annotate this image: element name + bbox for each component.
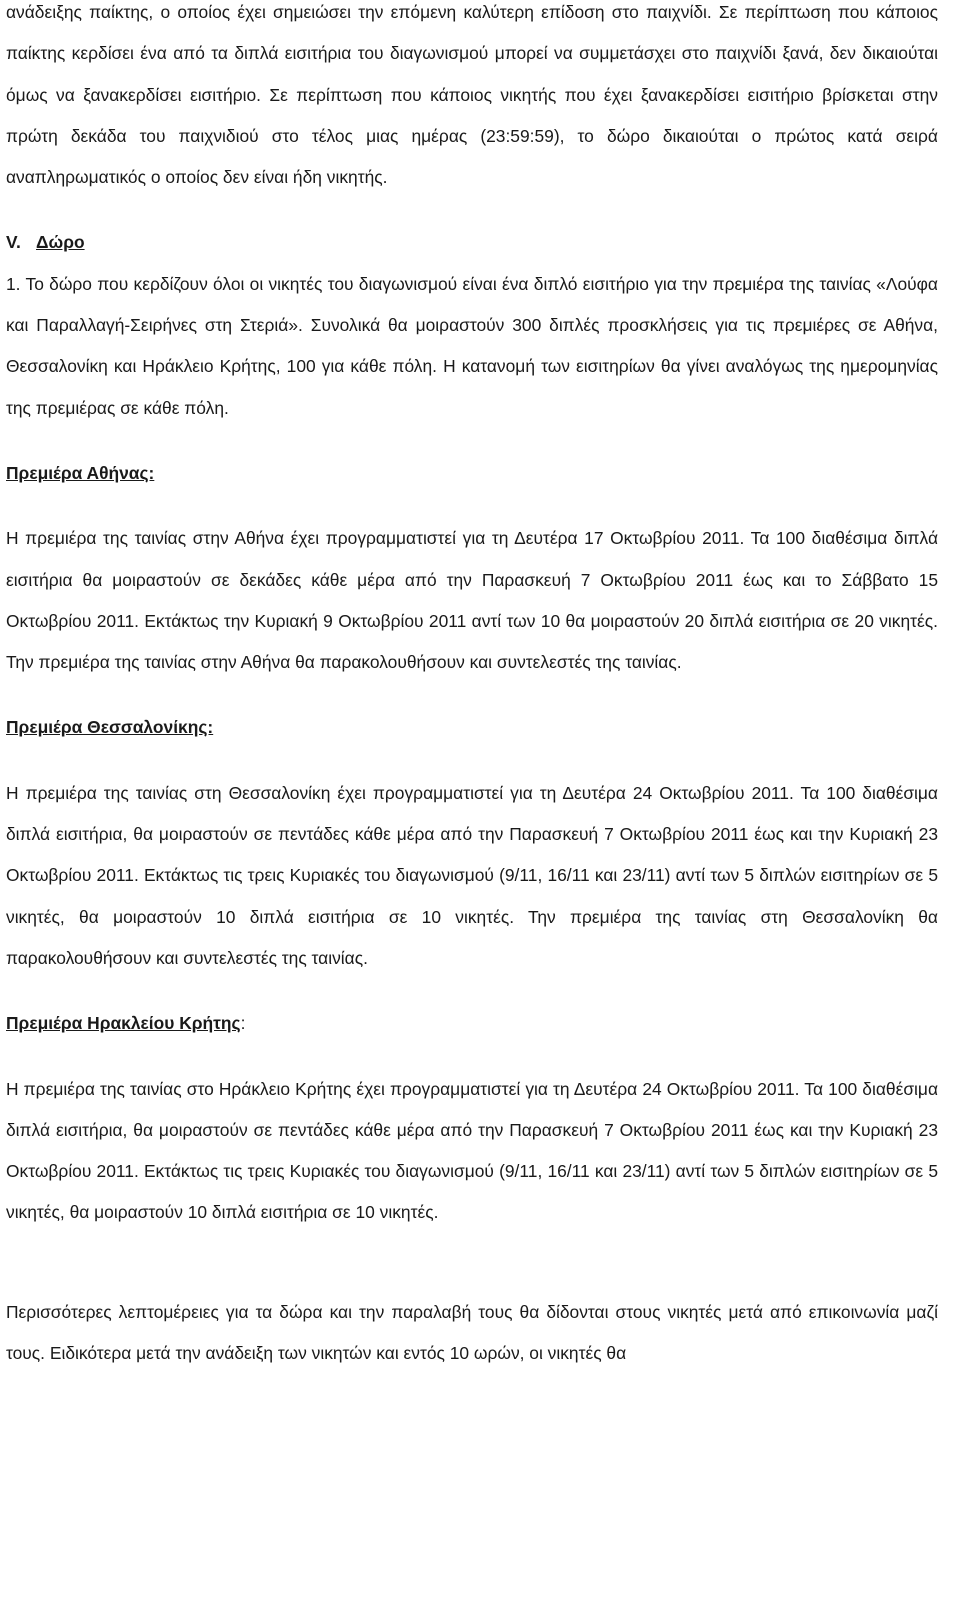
thessaloniki-heading: Πρεμιέρα Θεσσαλονίκης: [6,717,214,738]
prize-paragraph: 1. Το δώρο που κερδίζουν όλοι οι νικητές του διαγωνισμού είναι ένα διπλό εισιτήριο για την πρεμιέρα της ταινίας «Λούφα και Παραλλαγή-Σειρήνες στη Στεριά». Συνολικά θα μοιραστούν 300 διπλές προσκλήσεις για τις πρεμιέρες σε Αθήνα, Θεσσαλονίκη και Ηράκλειο Κρήτης, 100 για κάθε πόλη. Η κατανομή των εισιτηρίων θα γίνει αναλόγως της ημερομηνίας της πρεμιέρας σε κάθε πόλη. [6,273,938,418]
section-number: V. [6,232,21,253]
thessaloniki-paragraph: Η πρεμιέρα της ταινίας στη Θεσσαλονίκη έχει προγραμματιστεί για τη Δευτέρα 24 Οκτωβρίου 2011. Τα 100 διαθέσιμα διπλά εισιτήρια, θα μοιραστούν σε πεντάδες κάθε μέρα από την Παρασκευή 7 Οκτωβρίου 2011 έως και την Κυριακή 23 Οκτωβρίου 2011. Εκτάκτως τις τρεις Κυριακές του διαγωνισμού (9/11, 16/11 και 23/11) αντί των 5 διπλών εισιτηρίων σε 5 νικητές, θα μοιραστούν 10 διπλά εισιτήρια σε 10 νικητές. Την πρεμιέρα της ταινίας στη Θεσσαλονίκη θα παρακολουθήσουν και συντελεστές της ταινίας. [6,782,938,968]
intro-paragraph: ανάδειξης παίκτης, ο οποίος έχει σημειώσει την επόμενη καλύτερη επίδοση στο παιχνίδι. Σε περίπτωση που κάποιος παίκτης κερδίσει ένα από τα διπλά εισιτήρια του διαγωνισμού μπορεί να συμμετάσχει στο παιχνίδι ξανά, δεν δικαιούται όμως να ξανακερδίσει εισιτήριο. Σε περίπτωση που κάποιος νικητής που έχει ξανακερδίσει εισιτήριο βρίσκεται στην πρώτη δεκάδα του παιχνιδιού στο τέλος μιας ημέρας (23:59:59), το δώρο δικαιούται ο πρώτος κατά σειρά αναπληρωματικός ο οποίος δεν είναι ήδη νικητής. [6,2,938,188]
closing-paragraph: Περισσότερες λεπτομέρειες για τα δώρα και την παραλαβή τους θα δίδονται στους νικητές μετά από επικοινωνία μαζί τους. Ειδικότερα μετά την ανάδειξη των νικητών και εντός 10 ωρών, οι νικητές θα [6,1301,938,1364]
document-page [6,0,938,1374]
heraklion-heading-line [6,1003,938,1044]
section-title: Δώρο [36,232,85,253]
section-heading [6,222,938,263]
heraklion-heading: Πρεμιέρα Ηρακλείου Κρήτης [6,1013,241,1034]
heraklion-heading-colon: : [240,1013,246,1034]
athens-paragraph: Η πρεμιέρα της ταινίας στην Αθήνα έχει προγραμματιστεί για τη Δευτέρα 17 Οκτωβρίου 2011. Τα 100 διαθέσιμα διπλά εισιτήρια θα μοιραστούν σε δεκάδες κάθε μέρα από την Παρασκευή 7 Οκτωβρίου 2011 έως και το Σάββατο 15 Οκτωβρίου 2011. Εκτάκτως την Κυριακή 9 Οκτωβρίου 2011 αντί των 10 θα μοιραστούν 20 διπλά εισιτήρια σε 20 νικητές. Την πρεμιέρα της ταινίας στην Αθήνα θα παρακολουθήσουν και συντελεστές της ταινίας. [6,528,938,673]
athens-heading: Πρεμιέρα Αθήνας: [6,462,155,483]
heraklion-paragraph: Η πρεμιέρα της ταινίας στο Ηράκλειο Κρήτης έχει προγραμματιστεί για τη Δευτέρα 24 Οκτωβρίου 2011. Τα 100 διαθέσιμα διπλά εισιτήρια, θα μοιραστούν σε πεντάδες κάθε μέρα από την Παρασκευή 7 Οκτωβρίου 2011 έως και την Κυριακή 23 Οκτωβρίου 2011. Εκτάκτως τις τρεις Κυριακές του διαγωνισμού (9/11, 16/11 και 23/11) αντί των 5 διπλών εισιτηρίων σε 5 νικητές, θα μοιραστούν 10 διπλά εισιτήρια σε 10 νικητές. [6,1078,938,1223]
